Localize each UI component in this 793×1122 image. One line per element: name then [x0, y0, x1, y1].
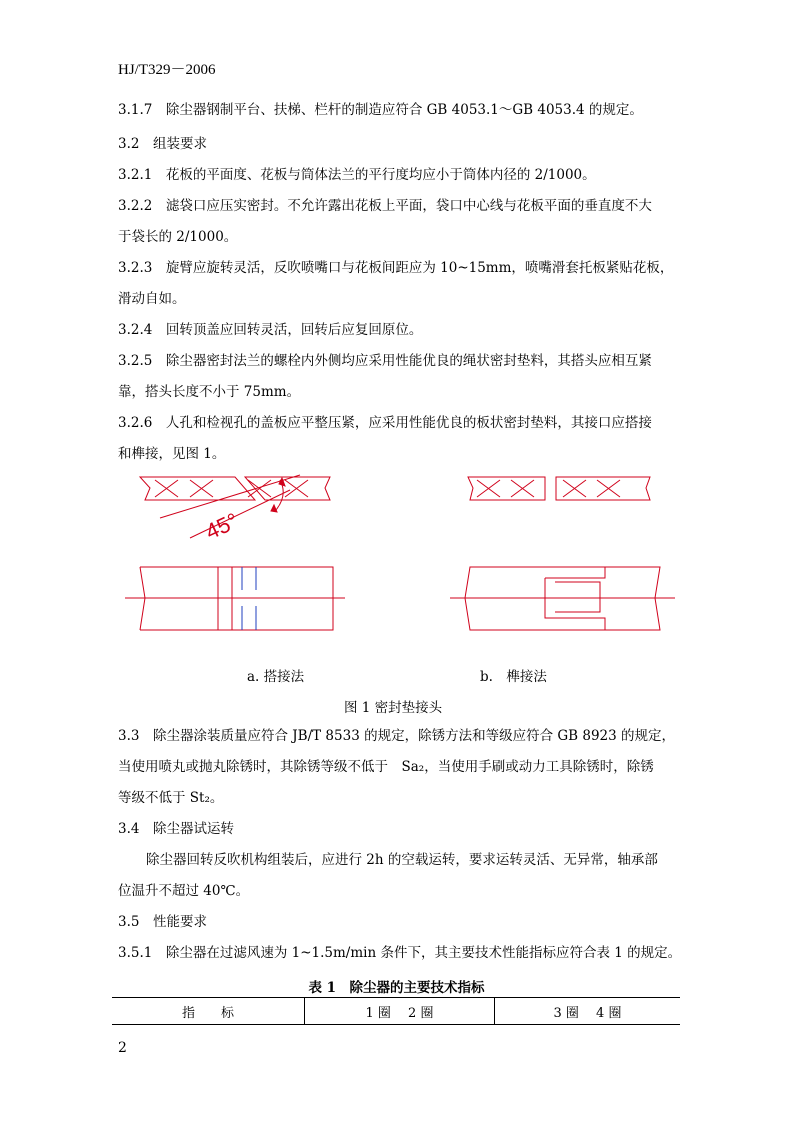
heading-3-4: 3.4 除尘器试运转 — [118, 821, 234, 837]
table-title: 表 1 除尘器的主要技术指标 — [308, 980, 485, 996]
paragraph-3-2-5-line2: 靠，搭头长度不小于 75mm。 — [118, 384, 301, 400]
paragraph-3-2-6-line2: 和榫接，见图 1。 — [118, 446, 226, 462]
paragraph-3-5-1: 3.5.1 除尘器在过滤风速为 1~1.5m/min 条件下，其主要技术性能指标应符合表 1 的规定。 — [118, 945, 682, 961]
page-header: HJ/T329－2006 — [118, 62, 216, 78]
paragraph-3-2-2-line1: 3.2.2 滤袋口应压实密封。不允许露出花板上平面，袋口中心线与花板平面的垂直度不大 — [118, 198, 652, 214]
paragraph-3-2-6-line1: 3.2.6 人孔和检视孔的盖板应平整压紧，应采用性能优良的板状密封垫料，其接口应搭接 — [118, 415, 652, 431]
paragraph-3-2-4: 3.2.4 回转顶盖应回转灵活，回转后应复回原位。 — [118, 322, 423, 338]
specs-table — [112, 997, 680, 1025]
paragraph-3-2-3-line1: 3.2.3 旋臂应旋转灵活，反吹喷嘴口与花板间距应为 10~15mm，喷嘴滑套托板紧贴花板， — [118, 260, 674, 276]
paragraph-3-2-3-line2: 滑动自如。 — [118, 291, 186, 307]
page-number: 2 — [118, 1040, 127, 1056]
paragraph-3-2-5-line1: 3.2.5 除尘器密封法兰的螺栓内外侧均应采用性能优良的绳状密封垫料，其搭头应相互紧 — [118, 353, 652, 369]
tongue-joint-section — [450, 567, 675, 630]
table-header-cell: 1 圈 2 圈 — [305, 998, 495, 1025]
table-header-cell: 3 圈 4 圈 — [495, 998, 681, 1025]
figure-title: 图 1 密封垫接头 — [344, 700, 443, 716]
paragraph-3-2-2-line2: 于袋长的 2/1000。 — [118, 229, 238, 245]
paragraph-3-4-line2: 位温升不超过 40℃。 — [118, 883, 250, 899]
paragraph-3-3-line2: 当使用喷丸或抛丸除锈时，其除锈等级不低于 Sa₂，当使用手刷或动力工具除锈时，除锈 — [118, 759, 654, 775]
caption-a: a. 搭接法 — [247, 669, 305, 685]
caption-b: b. 榫接法 — [480, 669, 547, 685]
heading-3-2: 3.2 组装要求 — [118, 136, 207, 152]
paragraph-3-1-7: 3.1.7 除尘器钢制平台、扶梯、栏杆的制造应符合 GB 4053.1～GB 4053.4 的规定。 — [118, 102, 643, 118]
tongue-joint-strip — [468, 477, 650, 500]
paragraph-3-3-line3: 等级不低于 St₂。 — [118, 790, 224, 806]
paragraph-3-3-line1: 3.3 除尘器涂装质量应符合 JB/T 8533 的规定，除锈方法和等级应符合 GB 8923 的规定， — [118, 728, 676, 744]
heading-3-5: 3.5 性能要求 — [118, 914, 207, 930]
lap-joint-section — [125, 567, 345, 630]
table-header-row — [112, 998, 680, 1025]
figure-seal-joints — [0, 460, 793, 660]
paragraph-3-4-line1: 除尘器回转反吹机构组装后，应进行 2h 的空载运转，要求运转灵活、无异常，轴承部 — [146, 852, 658, 868]
paragraph-3-2-1: 3.2.1 花板的平面度、花板与筒体法兰的平行度均应小于筒体内径的 2/1000。 — [118, 167, 596, 183]
angle-label: 45° — [201, 507, 243, 545]
table-header-cell: 指 标 — [112, 998, 305, 1025]
